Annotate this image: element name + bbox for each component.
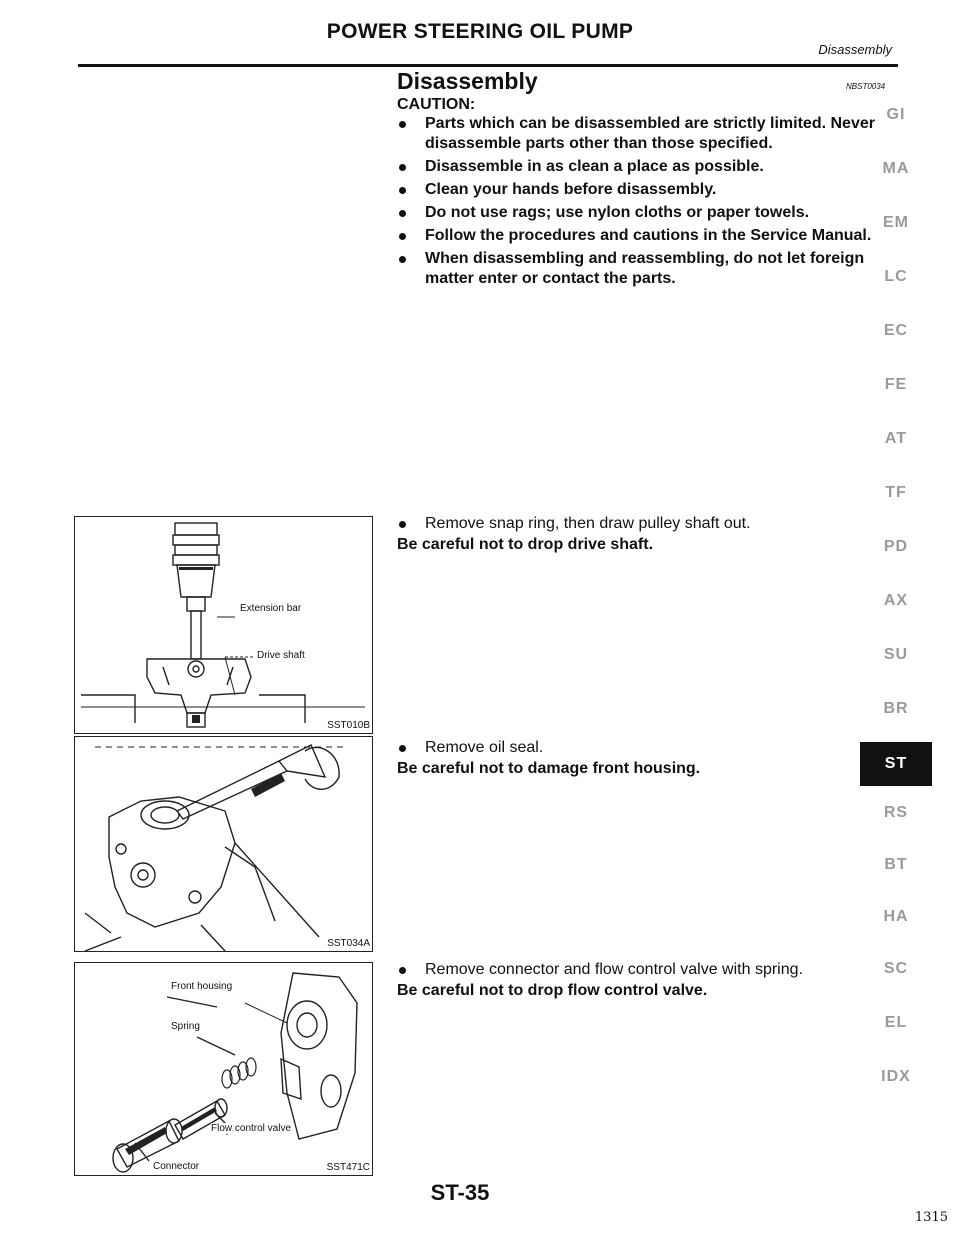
oil-seal-illustration bbox=[75, 737, 372, 951]
tab-em[interactable]: EM bbox=[883, 214, 909, 231]
tab-bt[interactable]: BT bbox=[884, 856, 908, 873]
bullet-icon bbox=[399, 210, 406, 217]
figure-oil-seal bbox=[74, 736, 373, 952]
caution-text: Parts which can be disassembled are strictly limited. Never disassemble parts other than those specified. bbox=[425, 115, 875, 152]
tab-at[interactable]: AT bbox=[884, 430, 908, 447]
tab-lc[interactable]: LC bbox=[884, 268, 908, 285]
flow-control-valve-illustration bbox=[75, 963, 372, 1175]
tab-idx[interactable]: IDX bbox=[881, 1068, 911, 1085]
caution-text: Follow the procedures and cautions in the Service Manual. bbox=[425, 227, 872, 244]
step-note: Be careful not to drop flow control valve. bbox=[397, 982, 708, 999]
bullet-icon bbox=[399, 164, 406, 171]
caution-list bbox=[397, 114, 887, 292]
tab-rs[interactable]: RS bbox=[883, 804, 909, 821]
caution-item bbox=[397, 157, 887, 177]
page-title: POWER STEERING OIL PUMP bbox=[326, 20, 634, 43]
figure-flow-control-valve bbox=[74, 962, 373, 1176]
caution-item bbox=[397, 114, 887, 154]
corner-page-number: 1315 bbox=[914, 1210, 948, 1225]
label-drive-shaft: Drive shaft bbox=[257, 650, 305, 661]
figure-code: SST034A bbox=[327, 938, 370, 949]
bullet-icon bbox=[399, 967, 406, 974]
caution-text: Do not use rags; use nylon cloths or paper towels. bbox=[425, 204, 810, 221]
bullet-icon bbox=[399, 745, 406, 752]
tab-pd[interactable]: PD bbox=[883, 538, 909, 555]
reference-code: NBST0034 bbox=[846, 82, 886, 91]
section-heading: Disassembly bbox=[397, 68, 538, 94]
tab-su[interactable]: SU bbox=[883, 646, 909, 663]
caution-item bbox=[397, 249, 887, 289]
tab-fe[interactable]: FE bbox=[884, 376, 908, 393]
caution-text: Clean your hands before disassembly. bbox=[425, 181, 717, 198]
header-rule bbox=[78, 64, 898, 67]
figure-code: SST010B bbox=[327, 720, 370, 731]
tab-tf[interactable]: TF bbox=[885, 484, 907, 501]
tab-ec[interactable]: EC bbox=[883, 322, 909, 339]
tab-gi[interactable]: GI bbox=[886, 106, 906, 123]
label-extension-bar: Extension bar bbox=[240, 603, 302, 614]
caution-text: Disassemble in as clean a place as possible. bbox=[425, 158, 764, 175]
tab-ax[interactable]: AX bbox=[883, 592, 909, 609]
step-remove-snap-ring bbox=[397, 514, 857, 556]
tab-st-active[interactable]: ST bbox=[860, 742, 932, 786]
caution-label: CAUTION: bbox=[397, 96, 476, 113]
step-text: Remove connector and flow control valve with spring. bbox=[425, 961, 803, 978]
caution-item bbox=[397, 226, 887, 246]
caution-item bbox=[397, 203, 887, 223]
label-spring: Spring bbox=[171, 1021, 200, 1032]
figure-code: SST471C bbox=[326, 1162, 370, 1173]
figure-drive-shaft bbox=[74, 516, 373, 734]
tab-ha[interactable]: HA bbox=[883, 908, 909, 925]
step-text: Remove snap ring, then draw pulley shaft out. bbox=[425, 515, 751, 532]
page-number: ST-35 bbox=[430, 1180, 490, 1205]
tab-ma[interactable]: MA bbox=[882, 160, 910, 177]
label-flow-control-valve: Flow control valve bbox=[211, 1123, 292, 1134]
step-note: Be careful not to drop drive shaft. bbox=[397, 536, 654, 553]
bullet-icon bbox=[399, 187, 406, 194]
step-remove-oil-seal bbox=[397, 738, 857, 780]
drive-shaft-illustration bbox=[75, 517, 372, 733]
section-tag: Disassembly bbox=[818, 42, 892, 57]
label-connector: Connector bbox=[153, 1161, 200, 1172]
caution-text: When disassembling and reassembling, do not let foreign matter enter or contact the parts. bbox=[425, 250, 865, 287]
bullet-icon bbox=[399, 121, 406, 128]
step-note: Be careful not to damage front housing. bbox=[397, 760, 701, 777]
caution-item bbox=[397, 180, 887, 200]
tab-sc[interactable]: SC bbox=[883, 960, 909, 977]
label-front-housing: Front housing bbox=[171, 981, 233, 992]
tab-br[interactable]: BR bbox=[883, 700, 909, 717]
tab-el[interactable]: EL bbox=[884, 1014, 908, 1031]
bullet-icon bbox=[399, 521, 406, 528]
step-remove-connector bbox=[397, 960, 857, 1002]
bullet-icon bbox=[399, 233, 406, 240]
bullet-icon bbox=[399, 256, 406, 263]
step-text: Remove oil seal. bbox=[425, 739, 544, 756]
